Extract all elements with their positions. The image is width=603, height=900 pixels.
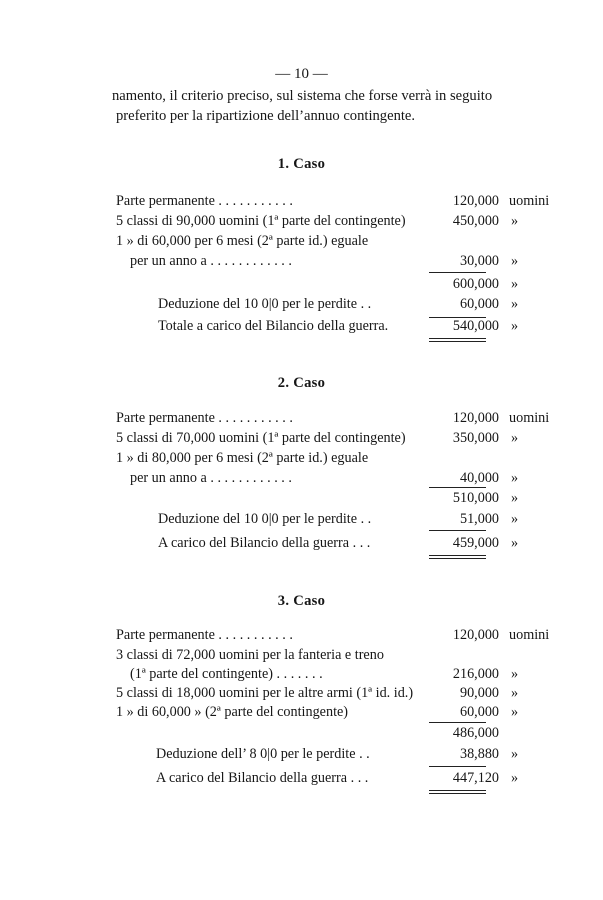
caso-3-heading: 3. Caso xyxy=(277,593,326,609)
ditto-mark: » xyxy=(511,276,519,292)
row-unit: uomini xyxy=(509,627,550,643)
row-value: 90,000 xyxy=(459,685,499,701)
caso-2-row-permanente xyxy=(116,410,550,430)
row-label: 5 classi di 70,000 uomini (1ª parte del contingente) xyxy=(116,430,406,446)
row-label: per un anno a . . . . . . . . . . . . xyxy=(130,470,292,486)
row-value: 120,000 xyxy=(452,410,499,426)
caso-1-row-classi xyxy=(116,213,546,233)
caso-2-row-seconda-parte xyxy=(116,450,546,470)
row-label: 1 » di 80,000 per 6 mesi (2ª parte id.) eguale xyxy=(116,450,369,466)
row-value: 600,000 xyxy=(452,276,499,292)
caso-3-row-subtotal xyxy=(116,725,546,745)
caso-2-row-classi xyxy=(116,430,546,450)
row-value: 450,000 xyxy=(452,213,499,229)
ditto-mark: » xyxy=(511,253,519,269)
row-label: 5 classi di 18,000 uomini per le altre armi (1ª id. id.) xyxy=(116,685,414,701)
row-value: 120,000 xyxy=(452,627,499,643)
caso-3-row-fanteria xyxy=(116,647,546,667)
total-double-rule xyxy=(429,555,486,559)
page-number: — 10 — xyxy=(275,66,328,82)
caso-1-row-subtotal xyxy=(116,276,546,296)
caso-1-row-deduzione xyxy=(116,296,546,316)
caso-3-row-prima-parte xyxy=(116,666,546,686)
row-label: 3 classi di 72,000 uomini per la fanteria e treno xyxy=(116,647,384,663)
ditto-mark: » xyxy=(511,213,519,229)
row-label: 5 classi di 90,000 uomini (1ª parte del contingente) xyxy=(116,213,406,229)
row-value: 60,000 xyxy=(459,704,499,720)
row-value: 30,000 xyxy=(459,253,499,269)
caso-3-row-permanente xyxy=(116,627,550,647)
row-value: 51,000 xyxy=(459,511,499,527)
caso-1-row-seconda-parte xyxy=(116,233,546,253)
intro-line-2: preferito per la ripartizione dell’annuo contingente. xyxy=(116,108,416,124)
ditto-mark: » xyxy=(511,666,519,682)
row-value: 40,000 xyxy=(459,470,499,486)
row-value: 216,000 xyxy=(452,666,499,682)
sum-rule xyxy=(429,317,486,318)
row-label: Deduzione del 10 0|0 per le perdite . . xyxy=(158,296,372,312)
row-label: Deduzione dell’ 8 0|0 per le perdite . . xyxy=(156,746,370,762)
row-label: 1 » di 60,000 » (2ª parte del contingente) xyxy=(116,704,349,720)
caso-2-heading: 2. Caso xyxy=(277,375,326,391)
row-label: Deduzione del 10 0|0 per le perdite . . xyxy=(158,511,372,527)
caso-2-row-subtotal xyxy=(116,490,546,510)
ditto-mark: » xyxy=(511,470,519,486)
caso-2-row-totale xyxy=(116,535,546,555)
caso-1-heading: 1. Caso xyxy=(277,156,326,172)
sum-rule xyxy=(429,722,486,723)
ditto-mark: » xyxy=(511,746,519,762)
row-value: 350,000 xyxy=(452,430,499,446)
row-unit: uomini xyxy=(509,410,550,426)
row-value: 459,000 xyxy=(452,535,499,551)
ditto-mark: » xyxy=(511,511,519,527)
caso-2-row-deduzione xyxy=(116,511,546,531)
row-label: Parte permanente . . . . . . . . . . . xyxy=(116,193,293,209)
caso-3-row-altre-armi xyxy=(116,685,546,705)
sum-rule xyxy=(429,766,486,767)
ditto-mark: » xyxy=(511,318,519,334)
caso-3-row-deduzione xyxy=(116,746,546,766)
ditto-mark: » xyxy=(511,430,519,446)
row-label: Parte permanente . . . . . . . . . . . xyxy=(116,410,293,426)
sum-rule xyxy=(429,272,486,273)
row-label: (1ª parte del contingente) . . . . . . . xyxy=(130,666,323,682)
caso-1-row-totale xyxy=(116,318,546,338)
caso-3-row-totale xyxy=(116,770,546,790)
row-label: 1 » di 60,000 per 6 mesi (2ª parte id.) eguale xyxy=(116,233,369,249)
row-label: Parte permanente . . . . . . . . . . . xyxy=(116,627,293,643)
ditto-mark: » xyxy=(511,770,519,786)
ditto-mark: » xyxy=(511,704,519,720)
row-value: 540,000 xyxy=(452,318,499,334)
ditto-mark: » xyxy=(511,685,519,701)
total-double-rule xyxy=(429,790,486,794)
row-label: A carico del Bilancio della guerra . . . xyxy=(156,770,369,786)
caso-1-row-permanente xyxy=(116,193,550,213)
row-unit: uomini xyxy=(509,193,550,209)
row-value: 447,120 xyxy=(452,770,499,786)
ditto-mark: » xyxy=(511,490,519,506)
row-value: 510,000 xyxy=(452,490,499,506)
row-value: 120,000 xyxy=(452,193,499,209)
sum-rule xyxy=(429,487,486,488)
ditto-mark: » xyxy=(511,535,519,551)
row-value: 60,000 xyxy=(459,296,499,312)
row-label: per un anno a . . . . . . . . . . . . xyxy=(130,253,292,269)
sum-rule xyxy=(429,530,486,531)
caso-1-row-per-anno xyxy=(116,253,546,273)
total-double-rule xyxy=(429,338,486,342)
caso-3-row-seconda-parte xyxy=(116,704,546,724)
row-label: Totale a carico del Bilancio della guerra. xyxy=(158,318,389,334)
row-label: A carico del Bilancio della guerra . . . xyxy=(158,535,371,551)
row-value: 486,000 xyxy=(452,725,499,741)
ditto-mark: » xyxy=(511,296,519,312)
row-value: 38,880 xyxy=(459,746,499,762)
intro-line-1: namento, il criterio preciso, sul sistema che forse verrà in seguito xyxy=(112,88,493,104)
